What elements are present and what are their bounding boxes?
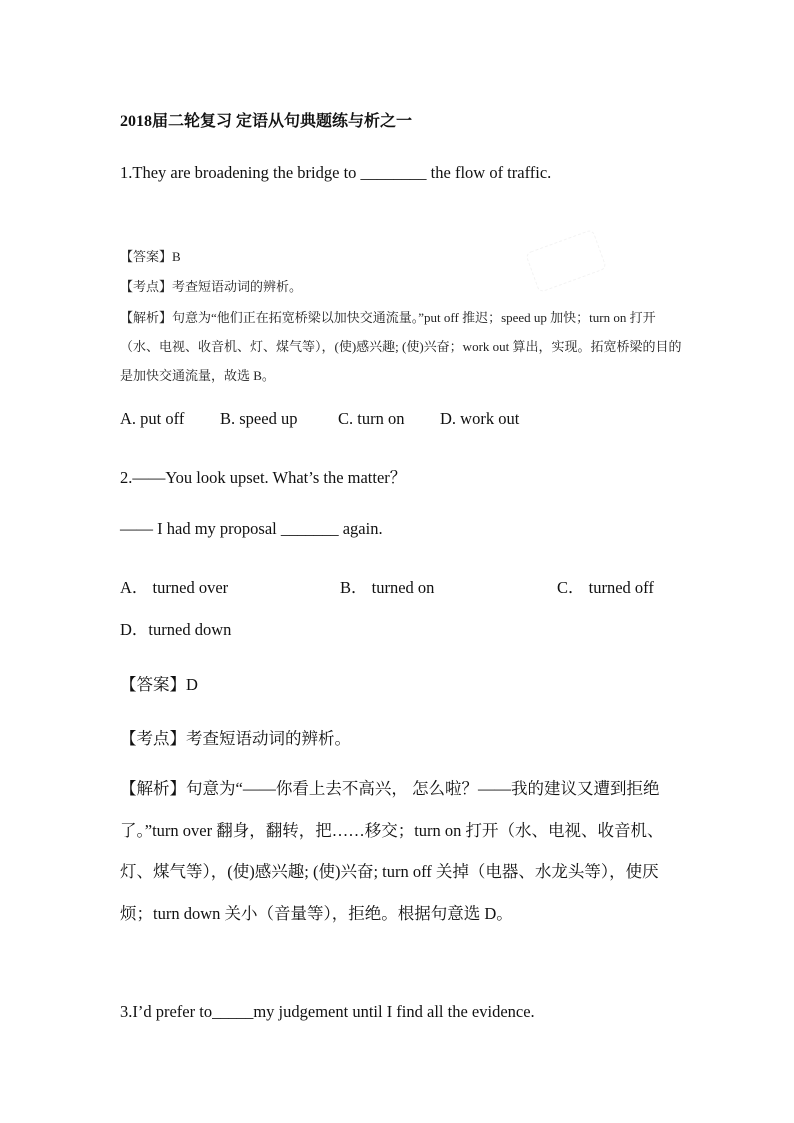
question-2-point: 【考点】考查短语动词的辨析。	[120, 729, 351, 748]
question-1-point: 【考点】考查短语动词的辨析。	[120, 279, 303, 294]
question-2-option-a: A． turned over	[120, 578, 229, 597]
question-1-option-a: A. put off	[120, 409, 185, 428]
question-2-reply: —— I had my proposal _______ again.	[120, 519, 383, 538]
document-title: 2018届二轮复习 定语从句典题练与析之一	[120, 113, 413, 130]
question-2-analysis: 【解析】句意为“——你看上去不高兴， 怎么啦？——我的建议又遭到拒绝了。”turn over 翻身，翻转，把……移交；turn on 打开（水、电视、收音机、灯、煤气等），(使)感兴趣; (使)兴奋; turn off 关掉（电器、水龙头等），使厌烦；turn down 关小（音量等），拒绝。根据句意选 D。	[120, 779, 664, 923]
watermark-stamp	[525, 229, 607, 293]
question-1-option-c: C. turn on	[338, 409, 405, 428]
question-1-option-b: B. speed up	[220, 409, 298, 428]
question-1-option-d: D. work out	[440, 409, 520, 428]
question-1-analysis: 【解析】句意为“他们正在拓宽桥梁以加快交通流量。”put off 推迟；speed up 加快；turn on 打开（水、电视、收音机、灯、煤气等），(使)感兴趣; (使)兴奋；work out 算出，实现。拓宽桥梁的目的是加快交通流量，故选 B。	[120, 310, 682, 383]
question-3-stem: 3.I’d prefer to_____my judgement until I find all the evidence.	[120, 1002, 535, 1021]
question-1-answer: 【答案】B	[120, 249, 181, 264]
question-2-option-c: C． turned off	[557, 578, 654, 597]
question-2-option-d: D．turned down	[120, 620, 232, 639]
question-1-stem: 1.They are broadening the bridge to ________ the flow of traffic.	[120, 163, 552, 182]
question-2-answer: 【答案】D	[120, 675, 198, 694]
question-2-stem: 2.——You look upset. What’s the matter？	[120, 468, 407, 487]
question-2-option-b: B． turned on	[340, 578, 435, 597]
